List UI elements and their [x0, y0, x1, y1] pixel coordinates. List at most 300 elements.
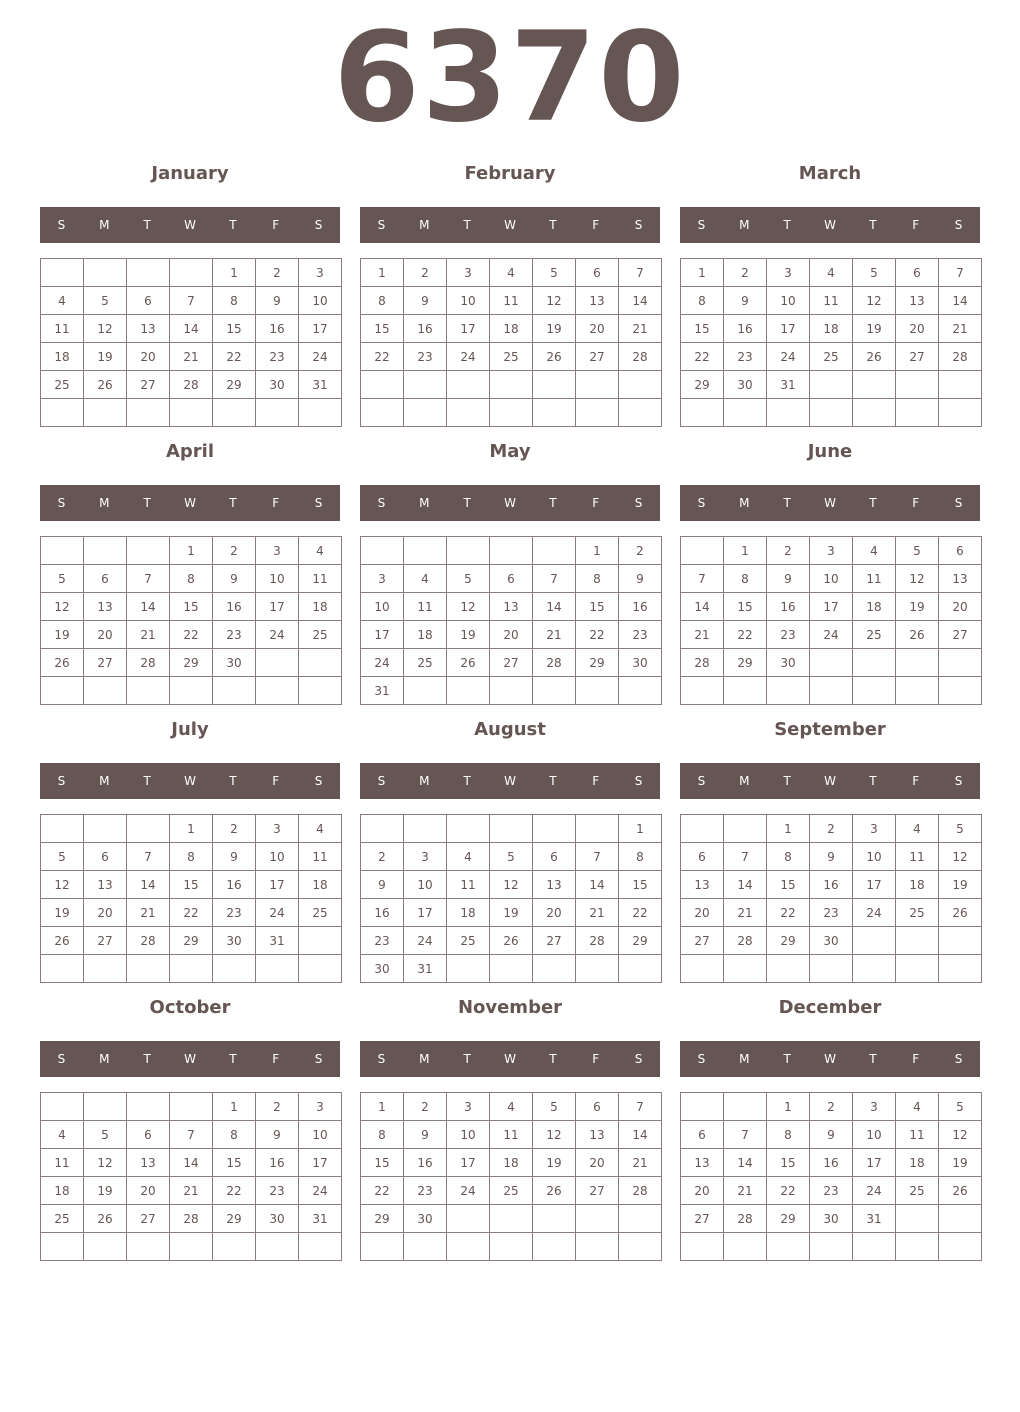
week-row	[361, 927, 662, 955]
day-cell	[361, 815, 404, 843]
day-cell	[404, 677, 447, 705]
weekday-header	[360, 207, 660, 243]
day-cell	[447, 815, 490, 843]
day-cell	[939, 1233, 982, 1261]
day-cell	[213, 677, 256, 705]
day-cell: 3	[853, 1093, 896, 1121]
day-cell: 2	[619, 537, 662, 565]
day-cell	[576, 1233, 619, 1261]
day-cell: 20	[681, 899, 724, 927]
day-cell	[490, 677, 533, 705]
week-row	[41, 565, 342, 593]
day-cell: 13	[127, 315, 170, 343]
day-cell: 28	[681, 649, 724, 677]
day-grid	[360, 1092, 662, 1261]
day-cell: 21	[127, 621, 170, 649]
day-cell: 20	[127, 343, 170, 371]
day-cell: 1	[361, 259, 404, 287]
weekday-label: S	[377, 496, 386, 510]
day-cell: 30	[213, 649, 256, 677]
day-cell	[41, 537, 84, 565]
day-cell: 5	[939, 1093, 982, 1121]
day-cell: 31	[767, 371, 810, 399]
day-cell: 9	[256, 1121, 299, 1149]
day-cell: 9	[724, 287, 767, 315]
day-cell	[41, 1093, 84, 1121]
day-cell	[41, 399, 84, 427]
weekday-label: W	[184, 496, 196, 510]
day-cell	[256, 649, 299, 677]
weekday-label: M	[99, 774, 110, 788]
day-cell: 16	[810, 871, 853, 899]
day-cell: 21	[576, 899, 619, 927]
day-cell	[853, 677, 896, 705]
day-cell: 19	[41, 899, 84, 927]
day-cell: 19	[533, 315, 576, 343]
day-cell: 10	[256, 565, 299, 593]
day-cell: 23	[404, 1177, 447, 1205]
day-cell: 23	[213, 621, 256, 649]
day-cell: 27	[127, 1205, 170, 1233]
day-cell: 8	[170, 843, 213, 871]
day-cell: 11	[41, 315, 84, 343]
day-cell: 14	[127, 593, 170, 621]
weekday-label: M	[419, 496, 430, 510]
month-name: July	[171, 719, 209, 740]
day-cell: 21	[127, 899, 170, 927]
day-cell: 5	[533, 259, 576, 287]
month-name: December	[778, 997, 882, 1018]
day-cell: 6	[681, 843, 724, 871]
day-cell: 15	[724, 593, 767, 621]
day-cell: 7	[619, 1093, 662, 1121]
day-cell: 27	[681, 1205, 724, 1233]
month-name: February	[464, 163, 556, 184]
weekday-label: W	[824, 1052, 836, 1066]
day-cell: 15	[619, 871, 662, 899]
day-cell	[853, 955, 896, 983]
day-grid	[680, 1092, 982, 1261]
week-row	[681, 565, 982, 593]
day-cell: 10	[853, 1121, 896, 1149]
week-row	[681, 843, 982, 871]
day-cell	[939, 955, 982, 983]
day-cell: 6	[939, 537, 982, 565]
day-cell	[939, 649, 982, 677]
day-cell: 1	[724, 537, 767, 565]
day-cell	[84, 1233, 127, 1261]
week-row	[681, 899, 982, 927]
month-name: January	[151, 163, 229, 184]
day-cell	[533, 677, 576, 705]
day-cell: 6	[533, 843, 576, 871]
day-cell: 9	[404, 1121, 447, 1149]
day-cell: 21	[170, 343, 213, 371]
day-cell: 25	[490, 343, 533, 371]
weekday-header	[360, 1041, 660, 1077]
month-name: August	[474, 719, 546, 740]
weekday-label: T	[143, 774, 151, 788]
weekday-label: M	[419, 218, 430, 232]
day-cell: 15	[767, 871, 810, 899]
day-cell: 19	[853, 315, 896, 343]
weekday-label: F	[272, 774, 280, 788]
day-cell	[724, 1233, 767, 1261]
day-cell: 3	[810, 537, 853, 565]
weekday-label: F	[272, 218, 280, 232]
week-row	[41, 593, 342, 621]
day-cell	[41, 955, 84, 983]
day-cell: 13	[490, 593, 533, 621]
day-cell: 10	[404, 871, 447, 899]
day-cell: 1	[213, 259, 256, 287]
day-cell: 4	[853, 537, 896, 565]
weekday-label: T	[549, 496, 557, 510]
weekday-label: S	[634, 496, 643, 510]
day-cell: 9	[619, 565, 662, 593]
week-row	[361, 565, 662, 593]
day-cell	[853, 1233, 896, 1261]
day-cell: 31	[853, 1205, 896, 1233]
day-grid	[40, 814, 342, 983]
weekday-label: F	[272, 496, 280, 510]
day-grid	[680, 258, 982, 427]
day-cell: 26	[896, 621, 939, 649]
day-cell: 19	[41, 621, 84, 649]
day-cell: 18	[299, 593, 342, 621]
day-cell: 6	[681, 1121, 724, 1149]
day-cell: 25	[41, 371, 84, 399]
week-row	[681, 259, 982, 287]
weekday-label: S	[57, 774, 66, 788]
day-cell: 14	[619, 1121, 662, 1149]
day-cell	[576, 815, 619, 843]
weekday-label: S	[697, 496, 706, 510]
day-cell: 9	[404, 287, 447, 315]
day-cell	[939, 677, 982, 705]
day-cell: 21	[533, 621, 576, 649]
day-cell: 6	[896, 259, 939, 287]
week-row	[41, 871, 342, 899]
day-cell: 15	[576, 593, 619, 621]
day-cell: 10	[361, 593, 404, 621]
day-cell: 23	[404, 343, 447, 371]
day-cell	[767, 399, 810, 427]
day-cell	[299, 927, 342, 955]
day-cell	[533, 1205, 576, 1233]
day-cell: 13	[939, 565, 982, 593]
day-cell: 2	[767, 537, 810, 565]
week-row	[41, 621, 342, 649]
weekday-label: M	[739, 496, 750, 510]
day-cell: 19	[533, 1149, 576, 1177]
day-cell	[84, 955, 127, 983]
day-cell: 8	[619, 843, 662, 871]
day-cell: 12	[490, 871, 533, 899]
day-cell: 18	[299, 871, 342, 899]
day-cell	[84, 537, 127, 565]
day-cell: 14	[939, 287, 982, 315]
day-cell: 18	[810, 315, 853, 343]
day-cell: 16	[404, 1149, 447, 1177]
day-cell: 13	[681, 871, 724, 899]
day-cell: 6	[490, 565, 533, 593]
day-cell: 19	[896, 593, 939, 621]
day-cell	[170, 399, 213, 427]
day-cell: 11	[490, 1121, 533, 1149]
day-cell: 8	[767, 843, 810, 871]
day-cell: 30	[767, 649, 810, 677]
weekday-label: T	[869, 1052, 877, 1066]
week-row	[41, 1205, 342, 1233]
day-cell	[939, 371, 982, 399]
day-cell: 11	[41, 1149, 84, 1177]
day-cell: 19	[490, 899, 533, 927]
day-cell	[490, 1233, 533, 1261]
day-cell	[533, 399, 576, 427]
day-cell: 11	[896, 843, 939, 871]
weekday-label: M	[739, 1052, 750, 1066]
day-cell: 16	[256, 315, 299, 343]
day-cell	[361, 1233, 404, 1261]
day-cell: 4	[299, 537, 342, 565]
day-cell	[213, 1233, 256, 1261]
day-cell: 24	[256, 621, 299, 649]
weekday-label: F	[592, 218, 600, 232]
day-cell: 10	[853, 843, 896, 871]
day-cell: 21	[619, 1149, 662, 1177]
day-cell: 17	[299, 315, 342, 343]
day-cell	[361, 399, 404, 427]
week-row	[361, 1205, 662, 1233]
day-cell: 29	[361, 1205, 404, 1233]
day-cell: 17	[447, 315, 490, 343]
weekday-label: T	[549, 1052, 557, 1066]
day-cell: 17	[404, 899, 447, 927]
weekday-label: T	[869, 496, 877, 510]
day-cell	[84, 1093, 127, 1121]
week-row	[361, 843, 662, 871]
weekday-label: S	[57, 496, 66, 510]
day-cell	[724, 677, 767, 705]
weekday-label: M	[99, 1052, 110, 1066]
weekday-label: T	[143, 496, 151, 510]
day-cell: 14	[724, 871, 767, 899]
week-row	[681, 1093, 982, 1121]
day-cell: 14	[724, 1149, 767, 1177]
day-cell	[127, 1233, 170, 1261]
day-cell: 11	[447, 871, 490, 899]
day-cell: 8	[361, 287, 404, 315]
day-cell: 13	[533, 871, 576, 899]
week-row	[681, 593, 982, 621]
week-row	[681, 649, 982, 677]
day-cell	[404, 371, 447, 399]
day-cell	[853, 927, 896, 955]
day-cell	[41, 259, 84, 287]
day-cell: 27	[576, 1177, 619, 1205]
weekday-label: T	[143, 1052, 151, 1066]
day-cell: 16	[619, 593, 662, 621]
day-cell: 10	[810, 565, 853, 593]
day-cell: 28	[533, 649, 576, 677]
day-cell: 3	[404, 843, 447, 871]
week-row	[681, 955, 982, 983]
day-cell: 27	[490, 649, 533, 677]
day-cell: 16	[256, 1149, 299, 1177]
weekday-label: F	[912, 218, 920, 232]
day-cell: 7	[533, 565, 576, 593]
month-name: October	[149, 997, 231, 1018]
day-cell	[576, 371, 619, 399]
day-cell: 26	[490, 927, 533, 955]
day-cell: 28	[127, 927, 170, 955]
day-cell: 28	[127, 649, 170, 677]
day-cell: 20	[533, 899, 576, 927]
day-cell: 22	[681, 343, 724, 371]
day-cell: 13	[127, 1149, 170, 1177]
week-row	[681, 1205, 982, 1233]
day-cell	[490, 955, 533, 983]
weekday-label: S	[57, 218, 66, 232]
day-cell: 28	[724, 1205, 767, 1233]
day-cell: 28	[939, 343, 982, 371]
day-cell: 22	[767, 1177, 810, 1205]
day-cell	[939, 399, 982, 427]
week-row	[361, 371, 662, 399]
day-cell: 22	[724, 621, 767, 649]
week-row	[361, 259, 662, 287]
day-cell	[447, 399, 490, 427]
day-cell	[213, 399, 256, 427]
day-cell: 29	[170, 649, 213, 677]
day-cell: 20	[490, 621, 533, 649]
week-row	[361, 1093, 662, 1121]
week-row	[361, 1149, 662, 1177]
day-cell: 28	[170, 1205, 213, 1233]
day-cell: 17	[810, 593, 853, 621]
weekday-label: M	[739, 218, 750, 232]
day-cell: 12	[41, 871, 84, 899]
day-cell	[619, 1233, 662, 1261]
week-row	[681, 1177, 982, 1205]
day-cell	[299, 649, 342, 677]
weekday-header	[680, 485, 980, 521]
day-cell: 14	[533, 593, 576, 621]
day-cell	[619, 677, 662, 705]
day-cell	[724, 955, 767, 983]
day-cell: 29	[576, 649, 619, 677]
day-cell: 25	[404, 649, 447, 677]
week-row	[681, 1121, 982, 1149]
day-cell: 29	[767, 927, 810, 955]
day-cell: 25	[41, 1205, 84, 1233]
day-cell: 12	[896, 565, 939, 593]
day-cell: 2	[361, 843, 404, 871]
day-cell: 6	[576, 1093, 619, 1121]
weekday-label: F	[912, 1052, 920, 1066]
day-cell	[256, 1233, 299, 1261]
day-cell: 14	[170, 315, 213, 343]
day-cell: 28	[576, 927, 619, 955]
day-cell	[127, 815, 170, 843]
day-cell: 27	[939, 621, 982, 649]
weekday-header	[360, 763, 660, 799]
day-cell: 11	[853, 565, 896, 593]
day-cell	[896, 371, 939, 399]
day-cell: 30	[361, 955, 404, 983]
day-cell: 15	[213, 1149, 256, 1177]
day-cell: 23	[724, 343, 767, 371]
weekday-label: W	[184, 218, 196, 232]
day-cell: 11	[404, 593, 447, 621]
day-cell: 8	[681, 287, 724, 315]
day-cell	[84, 815, 127, 843]
day-cell	[41, 677, 84, 705]
weekday-label: S	[314, 496, 323, 510]
day-cell: 6	[84, 565, 127, 593]
day-cell: 30	[213, 927, 256, 955]
day-cell: 18	[896, 1149, 939, 1177]
week-row	[681, 1149, 982, 1177]
day-cell	[853, 371, 896, 399]
weekday-label: M	[739, 774, 750, 788]
weekday-label: T	[463, 1052, 471, 1066]
day-cell: 4	[41, 1121, 84, 1149]
day-cell: 11	[810, 287, 853, 315]
day-grid	[40, 258, 342, 427]
day-cell: 7	[681, 565, 724, 593]
week-row	[41, 677, 342, 705]
day-cell: 13	[84, 593, 127, 621]
day-cell: 1	[681, 259, 724, 287]
day-cell	[724, 399, 767, 427]
week-row	[361, 899, 662, 927]
day-cell	[490, 371, 533, 399]
week-row	[361, 343, 662, 371]
day-cell: 29	[213, 1205, 256, 1233]
day-cell	[299, 955, 342, 983]
day-cell	[533, 955, 576, 983]
day-cell: 4	[490, 1093, 533, 1121]
week-row	[681, 621, 982, 649]
day-cell: 21	[170, 1177, 213, 1205]
day-cell: 18	[896, 871, 939, 899]
weekday-label: W	[824, 218, 836, 232]
day-cell: 5	[939, 815, 982, 843]
day-cell: 12	[447, 593, 490, 621]
day-cell: 13	[576, 287, 619, 315]
day-cell: 11	[299, 843, 342, 871]
month-name: September	[774, 719, 886, 740]
day-cell	[724, 815, 767, 843]
weekday-label: S	[697, 1052, 706, 1066]
day-cell: 20	[84, 621, 127, 649]
day-cell: 28	[619, 343, 662, 371]
day-cell: 15	[170, 871, 213, 899]
day-cell	[213, 955, 256, 983]
day-cell	[490, 399, 533, 427]
weekday-label: T	[869, 218, 877, 232]
day-cell: 23	[256, 343, 299, 371]
day-cell: 9	[213, 843, 256, 871]
day-cell: 20	[896, 315, 939, 343]
week-row	[681, 315, 982, 343]
day-cell: 24	[853, 1177, 896, 1205]
day-cell: 18	[490, 1149, 533, 1177]
day-cell	[681, 399, 724, 427]
day-cell: 27	[576, 343, 619, 371]
